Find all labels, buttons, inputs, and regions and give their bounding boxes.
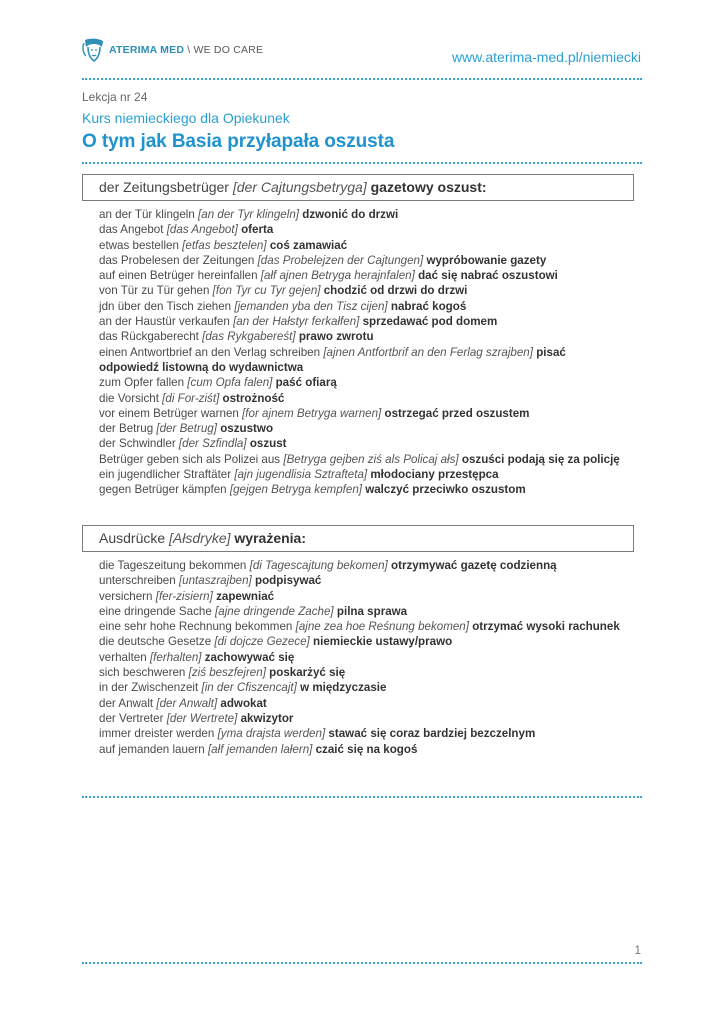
polish-translation: poskarżyć się bbox=[269, 666, 346, 680]
pronunciation: [di dojcze Gezece] bbox=[214, 635, 310, 649]
pronunciation: [ferhalten] bbox=[149, 650, 202, 664]
vocab-item bbox=[99, 238, 659, 253]
website-link[interactable]: www.aterima-med.pl/niemiecki bbox=[451, 49, 641, 65]
vocab-item bbox=[99, 573, 659, 588]
pronunciation: [cum Opfa falen] bbox=[187, 376, 273, 390]
german-term: auf jemanden lauern bbox=[99, 742, 205, 756]
polish-translation: ostrożność bbox=[222, 391, 285, 405]
vocab-item bbox=[99, 742, 659, 757]
polish-translation: dać się nabrać oszustowi bbox=[418, 269, 558, 283]
pronunciation: [der Wertrete] bbox=[166, 711, 238, 725]
vocab-item bbox=[99, 711, 659, 726]
pronunciation: [ajne dringende Zache] bbox=[215, 604, 334, 618]
pronunciation: [an der Tyr klingeln] bbox=[198, 208, 299, 221]
german-term: etwas bestellen bbox=[99, 238, 179, 252]
german-term: das Angebot bbox=[99, 223, 164, 237]
german-term: in der Zwischenzeit bbox=[99, 681, 199, 695]
german-term: verhalten bbox=[99, 650, 147, 664]
vocab-item bbox=[99, 314, 659, 329]
page-header bbox=[0, 0, 725, 80]
pronunciation: [fon Tyr cu Tyr gejen] bbox=[212, 284, 321, 298]
heading-german: der Zeitungsbetrüger bbox=[99, 179, 229, 195]
pronunciation: [for ajnem Betryga warnen] bbox=[242, 406, 382, 420]
german-term: vor einem Betrüger warnen bbox=[99, 406, 239, 420]
pronunciation: [yma drajsta werden] bbox=[217, 727, 326, 741]
vocab-item bbox=[99, 283, 659, 298]
vocab-item bbox=[99, 482, 659, 497]
heading-polish: gazetowy oszust: bbox=[370, 179, 487, 195]
vocab-item bbox=[99, 329, 659, 344]
german-term: auf einen Betrüger hereinfallen bbox=[99, 269, 258, 283]
polish-translation: oszuści podają się za policję bbox=[461, 452, 620, 466]
german-term: eine sehr hohe Rechnung bekommen bbox=[99, 620, 293, 634]
vocab-item-continuation bbox=[99, 360, 659, 375]
polish-translation: paść ofiarą bbox=[275, 376, 337, 390]
vocab-item bbox=[99, 391, 659, 406]
lesson-number: Lekcja nr 24 bbox=[82, 90, 148, 104]
polish-translation: podpisywać bbox=[255, 574, 322, 588]
german-term: gegen Betrüger kämpfen bbox=[99, 483, 227, 497]
logo-face-icon bbox=[82, 37, 106, 63]
polish-translation: odpowiedź listowną do wydawnictwa bbox=[99, 360, 304, 374]
heading-pronunciation: [Ałsdryke] bbox=[169, 530, 231, 546]
pronunciation: [untaszrajben] bbox=[178, 574, 252, 588]
vocab-item bbox=[99, 558, 659, 573]
company-logo[interactable] bbox=[82, 36, 263, 64]
vocab-item bbox=[99, 665, 659, 680]
vocab-item bbox=[99, 345, 659, 360]
polish-translation: wypróbowanie gazety bbox=[426, 253, 547, 267]
vocab-item bbox=[99, 680, 659, 695]
vocab-item bbox=[99, 268, 659, 283]
vocab-item bbox=[99, 696, 659, 711]
polish-translation: stawać się coraz bardziej bezczelnym bbox=[328, 727, 536, 741]
course-name: Kurs niemieckiego dla Opiekunek bbox=[82, 110, 290, 126]
pronunciation: [ajn jugendlisia Sztrafteta] bbox=[234, 468, 368, 482]
pronunciation: [ziś beszfejren] bbox=[188, 666, 266, 680]
vocab-item bbox=[99, 619, 659, 634]
pronunciation: [Betryga gejben ziś als Policaj ałs] bbox=[283, 452, 459, 466]
vocab-item bbox=[99, 406, 659, 421]
polish-translation: oferta bbox=[241, 223, 274, 237]
german-term: das Probelesen der Zeitungen bbox=[99, 253, 255, 267]
polish-translation: walczyć przeciwko oszustom bbox=[365, 483, 526, 497]
pronunciation: [etfas besztelen] bbox=[182, 238, 267, 252]
german-term: der Betrug bbox=[99, 422, 154, 436]
polish-translation: młodociany przestępca bbox=[370, 468, 499, 482]
section2-heading bbox=[82, 525, 634, 552]
german-term: der Anwalt bbox=[99, 696, 154, 710]
polish-translation: dzwonić do drzwi bbox=[302, 208, 399, 221]
german-term: der Vertreter bbox=[99, 711, 164, 725]
polish-translation: prawo zwrotu bbox=[298, 330, 374, 344]
pronunciation: [ałf ajnen Betryga herajnfalen] bbox=[260, 269, 415, 283]
pronunciation: [ajnen Antfortbrif an den Ferlag szrajben] bbox=[323, 345, 533, 359]
page-title: O tym jak Basia przyłapała oszusta bbox=[82, 131, 395, 152]
section1-heading bbox=[82, 174, 634, 201]
german-term: eine dringende Sache bbox=[99, 604, 212, 618]
german-term: die Vorsicht bbox=[99, 391, 159, 405]
pronunciation: [der Betrug] bbox=[156, 422, 217, 436]
german-term: ein jugendlicher Straftäter bbox=[99, 468, 232, 482]
german-term: der Schwindler bbox=[99, 437, 176, 451]
polish-translation: ostrzegać przed oszustem bbox=[384, 406, 530, 420]
title-divider bbox=[82, 162, 642, 164]
polish-translation: niemieckie ustawy/prawo bbox=[313, 635, 453, 649]
vocab-item bbox=[99, 436, 659, 451]
polish-translation: zachowywać się bbox=[204, 650, 295, 664]
pronunciation: [fer-zisiern] bbox=[155, 589, 213, 603]
polish-translation: czaić się na kogoś bbox=[315, 742, 418, 756]
pronunciation: [di For-ziśt] bbox=[162, 391, 220, 405]
logo-brand: ATERIMA MED bbox=[109, 44, 185, 56]
vocab-list-1 bbox=[99, 207, 659, 498]
vocab-item bbox=[99, 726, 659, 741]
footer-divider bbox=[82, 962, 642, 964]
vocab-item bbox=[99, 467, 659, 482]
german-term: von Tür zu Tür gehen bbox=[99, 284, 210, 298]
german-term: an der Tür klingeln bbox=[99, 208, 195, 221]
german-term: unterschreiben bbox=[99, 574, 176, 588]
german-term: die Tageszeitung bekommen bbox=[99, 559, 247, 572]
pronunciation: [di Tagescajtung bekomen] bbox=[249, 559, 388, 572]
heading-pronunciation: [der Cajtungsbetryga] bbox=[232, 179, 367, 195]
vocab-item bbox=[99, 222, 659, 237]
vocab-item bbox=[99, 604, 659, 619]
german-term: immer dreister werden bbox=[99, 727, 215, 741]
german-term: jdn über den Tisch ziehen bbox=[99, 299, 232, 313]
pronunciation: [das Rykgabereśt] bbox=[202, 330, 296, 344]
polish-translation: pisać bbox=[536, 345, 566, 359]
german-term: Betrüger geben sich als Polizei aus bbox=[99, 452, 281, 466]
pronunciation: [jemanden yba den Tisz cijen] bbox=[234, 299, 388, 313]
logo-separator: \ bbox=[187, 44, 191, 56]
polish-translation: chodzić od drzwi do drzwi bbox=[323, 284, 468, 298]
logo-tagline: WE DO CARE bbox=[193, 44, 264, 56]
polish-translation: oszust bbox=[249, 437, 287, 451]
german-term: zum Opfer fallen bbox=[99, 376, 185, 390]
pronunciation: [der Anwalt] bbox=[156, 696, 218, 710]
vocab-item bbox=[99, 452, 659, 467]
pronunciation: [der Szfindla] bbox=[178, 437, 247, 451]
vocab-item bbox=[99, 421, 659, 436]
header-divider bbox=[82, 78, 642, 80]
polish-translation: w międzyczasie bbox=[300, 681, 387, 695]
heading-german: Ausdrücke bbox=[99, 530, 166, 546]
pronunciation: [ałf jemanden lałern] bbox=[207, 742, 313, 756]
polish-translation: oszustwo bbox=[220, 422, 274, 436]
vocab-item bbox=[99, 207, 659, 222]
polish-translation: zapewniać bbox=[216, 589, 275, 603]
pronunciation: [gejgen Betryga kempfen] bbox=[229, 483, 362, 497]
pronunciation: [in der Cfiszencajt] bbox=[201, 681, 297, 695]
polish-translation: otrzymać wysoki rachunek bbox=[472, 620, 620, 634]
polish-translation: sprzedawać pod domem bbox=[362, 315, 498, 329]
german-term: die deutsche Gesetze bbox=[99, 635, 212, 649]
pronunciation: [ajne zea hoe Reśnung bekomen] bbox=[295, 620, 469, 634]
german-term: einen Antwortbrief an den Verlag schreiben bbox=[99, 345, 321, 359]
vocab-item bbox=[99, 650, 659, 665]
polish-translation: adwokat bbox=[220, 696, 267, 710]
page-number: 1 bbox=[634, 943, 641, 957]
vocab-item bbox=[99, 589, 659, 604]
polish-translation: otrzymywać gazetę codzienną bbox=[391, 559, 557, 572]
vocab-list-2 bbox=[99, 558, 659, 757]
vocab-item bbox=[99, 253, 659, 268]
pronunciation: [das Probelejzen der Cajtungen] bbox=[257, 253, 424, 267]
logo-wordmark bbox=[109, 44, 263, 56]
german-term: sich beschweren bbox=[99, 666, 186, 680]
heading-polish: wyrażenia: bbox=[234, 530, 306, 546]
vocab-item bbox=[99, 634, 659, 649]
pronunciation: [das Angebot] bbox=[166, 223, 238, 237]
vocab-item bbox=[99, 299, 659, 314]
german-term: das Rückgaberecht bbox=[99, 330, 199, 344]
polish-translation: nabrać kogoś bbox=[390, 299, 467, 313]
polish-translation: pilna sprawa bbox=[336, 604, 408, 618]
polish-translation: coś zamawiać bbox=[269, 238, 348, 252]
polish-translation: akwizytor bbox=[240, 711, 294, 725]
german-term: versichern bbox=[99, 589, 153, 603]
content-end-divider bbox=[82, 796, 642, 798]
pronunciation: [an der Hałstyr ferkałfen] bbox=[233, 315, 360, 329]
german-term: an der Haustür verkaufen bbox=[99, 315, 230, 329]
vocab-item bbox=[99, 375, 659, 390]
